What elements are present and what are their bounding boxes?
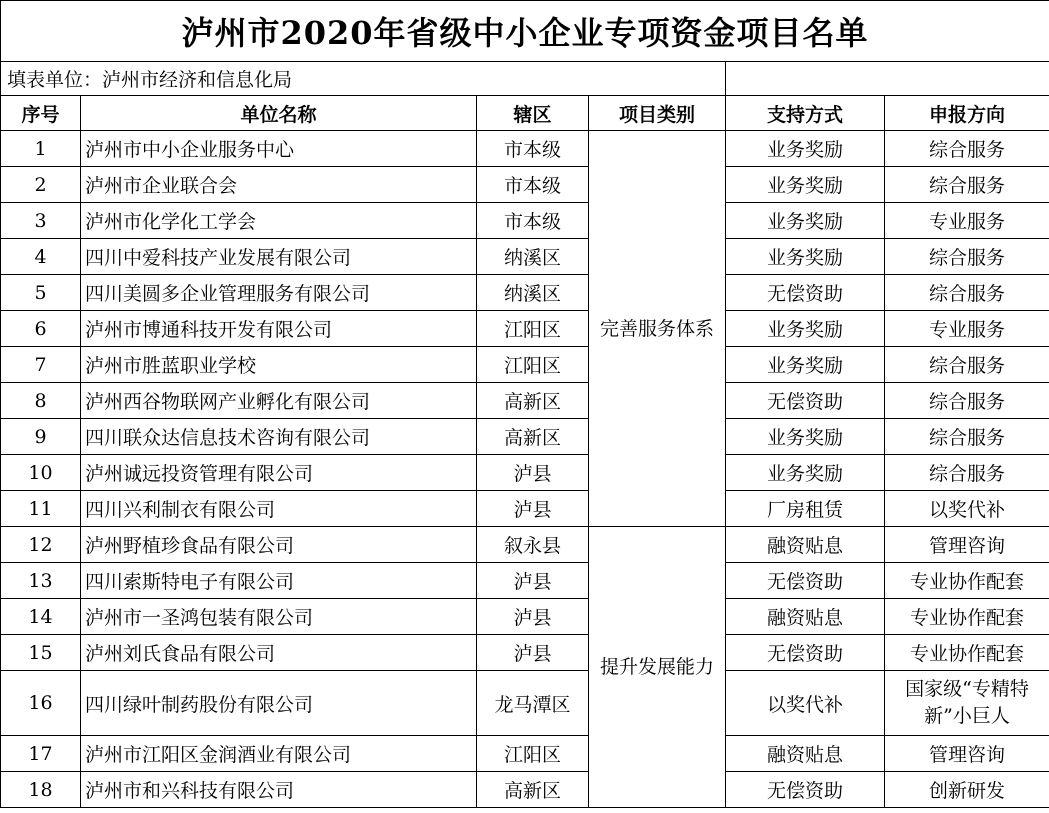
table-row	[1, 131, 1049, 167]
row-district: 龙马潭区	[477, 671, 589, 736]
row-company-name: 四川中爱科技产业发展有限公司	[81, 239, 477, 275]
table-row	[1, 671, 1049, 736]
row-district: 高新区	[477, 419, 589, 455]
page-title: 泸州市2020年省级中小企业专项资金项目名单	[1, 1, 1049, 62]
row-support-method: 无偿资助	[726, 383, 885, 419]
row-application-direction: 创新研发	[885, 772, 1049, 808]
table-row	[1, 383, 1049, 419]
row-seq: 12	[1, 527, 81, 563]
row-company-name: 泸州西谷物联网产业孵化有限公司	[81, 383, 477, 419]
row-company-name: 泸州市一圣鸿包装有限公司	[81, 599, 477, 635]
row-application-direction: 综合服务	[885, 167, 1049, 203]
table-row	[1, 167, 1049, 203]
row-support-method: 业务奖励	[726, 347, 885, 383]
row-seq: 9	[1, 419, 81, 455]
row-application-direction: 综合服务	[885, 383, 1049, 419]
row-support-method: 融资贴息	[726, 599, 885, 635]
row-seq: 18	[1, 772, 81, 808]
row-seq: 17	[1, 736, 81, 772]
header-name: 单位名称	[81, 96, 477, 131]
filing-unit-blank	[726, 62, 1049, 96]
row-seq: 7	[1, 347, 81, 383]
row-application-direction: 专业服务	[885, 311, 1049, 347]
row-company-name: 泸州市江阳区金润酒业有限公司	[81, 736, 477, 772]
row-support-method: 以奖代补	[726, 671, 885, 736]
table-row	[1, 347, 1049, 383]
row-district: 高新区	[477, 772, 589, 808]
row-application-direction: 国家级“专精特新”小巨人	[885, 671, 1049, 736]
row-company-name: 四川联众达信息技术咨询有限公司	[81, 419, 477, 455]
row-district: 泸县	[477, 599, 589, 635]
row-company-name: 四川绿叶制药股份有限公司	[81, 671, 477, 736]
category-cell: 完善服务体系	[589, 131, 726, 527]
table-row	[1, 455, 1049, 491]
table-row	[1, 772, 1049, 808]
row-application-direction: 综合服务	[885, 347, 1049, 383]
row-district: 泸县	[477, 491, 589, 527]
row-district: 叙永县	[477, 527, 589, 563]
row-company-name: 泸州市博通科技开发有限公司	[81, 311, 477, 347]
row-district: 泸县	[477, 635, 589, 671]
table-row	[1, 491, 1049, 527]
table-row	[1, 563, 1049, 599]
row-support-method: 业务奖励	[726, 419, 885, 455]
row-seq: 14	[1, 599, 81, 635]
row-support-method: 融资贴息	[726, 527, 885, 563]
row-district: 泸县	[477, 563, 589, 599]
row-application-direction: 专业协作配套	[885, 599, 1049, 635]
row-district: 市本级	[477, 131, 589, 167]
row-application-direction: 综合服务	[885, 455, 1049, 491]
row-application-direction: 综合服务	[885, 275, 1049, 311]
row-seq: 15	[1, 635, 81, 671]
row-district: 纳溪区	[477, 239, 589, 275]
row-seq: 5	[1, 275, 81, 311]
row-support-method: 业务奖励	[726, 203, 885, 239]
row-company-name: 泸州刘氏食品有限公司	[81, 635, 477, 671]
row-company-name: 泸州市企业联合会	[81, 167, 477, 203]
row-district: 纳溪区	[477, 275, 589, 311]
row-application-direction: 综合服务	[885, 419, 1049, 455]
filing-unit-label: 填表单位：泸州市经济和信息化局	[1, 62, 726, 96]
row-company-name: 泸州野植珍食品有限公司	[81, 527, 477, 563]
row-company-name: 四川索斯特电子有限公司	[81, 563, 477, 599]
table-row	[1, 635, 1049, 671]
row-company-name: 泸州市和兴科技有限公司	[81, 772, 477, 808]
table-row	[1, 736, 1049, 772]
table-row	[1, 203, 1049, 239]
row-seq: 2	[1, 167, 81, 203]
table-row	[1, 419, 1049, 455]
row-support-method: 融资贴息	[726, 736, 885, 772]
row-support-method: 业务奖励	[726, 455, 885, 491]
row-support-method: 厂房租赁	[726, 491, 885, 527]
row-application-direction: 综合服务	[885, 131, 1049, 167]
table-row	[1, 527, 1049, 563]
row-application-direction: 管理咨询	[885, 736, 1049, 772]
row-application-direction: 专业服务	[885, 203, 1049, 239]
row-district: 市本级	[477, 167, 589, 203]
row-support-method: 业务奖励	[726, 167, 885, 203]
category-cell: 提升发展能力	[589, 527, 726, 808]
row-company-name: 四川兴利制衣有限公司	[81, 491, 477, 527]
row-support-method: 业务奖励	[726, 131, 885, 167]
row-application-direction: 专业协作配套	[885, 635, 1049, 671]
header-row	[1, 96, 1049, 131]
row-company-name: 四川美圆多企业管理服务有限公司	[81, 275, 477, 311]
row-support-method: 无偿资助	[726, 772, 885, 808]
row-application-direction: 管理咨询	[885, 527, 1049, 563]
row-seq: 6	[1, 311, 81, 347]
row-seq: 13	[1, 563, 81, 599]
row-seq: 4	[1, 239, 81, 275]
row-application-direction: 综合服务	[885, 239, 1049, 275]
row-support-method: 业务奖励	[726, 239, 885, 275]
table-row	[1, 311, 1049, 347]
row-district: 江阳区	[477, 736, 589, 772]
table-row	[1, 275, 1049, 311]
row-district: 江阳区	[477, 311, 589, 347]
row-seq: 10	[1, 455, 81, 491]
table-row	[1, 599, 1049, 635]
row-application-direction: 以奖代补	[885, 491, 1049, 527]
row-support-method: 无偿资助	[726, 275, 885, 311]
header-district: 辖区	[477, 96, 589, 131]
row-district: 泸县	[477, 455, 589, 491]
row-support-method: 无偿资助	[726, 563, 885, 599]
header-seq: 序号	[1, 96, 81, 131]
header-category: 项目类别	[589, 96, 726, 131]
row-company-name: 泸州市化学化工学会	[81, 203, 477, 239]
table-row	[1, 239, 1049, 275]
row-district: 江阳区	[477, 347, 589, 383]
header-direction: 申报方向	[885, 96, 1049, 131]
row-seq: 8	[1, 383, 81, 419]
row-company-name: 泸州市胜蓝职业学校	[81, 347, 477, 383]
header-support: 支持方式	[726, 96, 885, 131]
row-seq: 16	[1, 671, 81, 736]
row-seq: 11	[1, 491, 81, 527]
row-company-name: 泸州诚远投资管理有限公司	[81, 455, 477, 491]
row-company-name: 泸州市中小企业服务中心	[81, 131, 477, 167]
row-district: 高新区	[477, 383, 589, 419]
row-seq: 3	[1, 203, 81, 239]
row-district: 市本级	[477, 203, 589, 239]
row-support-method: 业务奖励	[726, 311, 885, 347]
row-support-method: 无偿资助	[726, 635, 885, 671]
row-seq: 1	[1, 131, 81, 167]
row-application-direction: 专业协作配套	[885, 563, 1049, 599]
